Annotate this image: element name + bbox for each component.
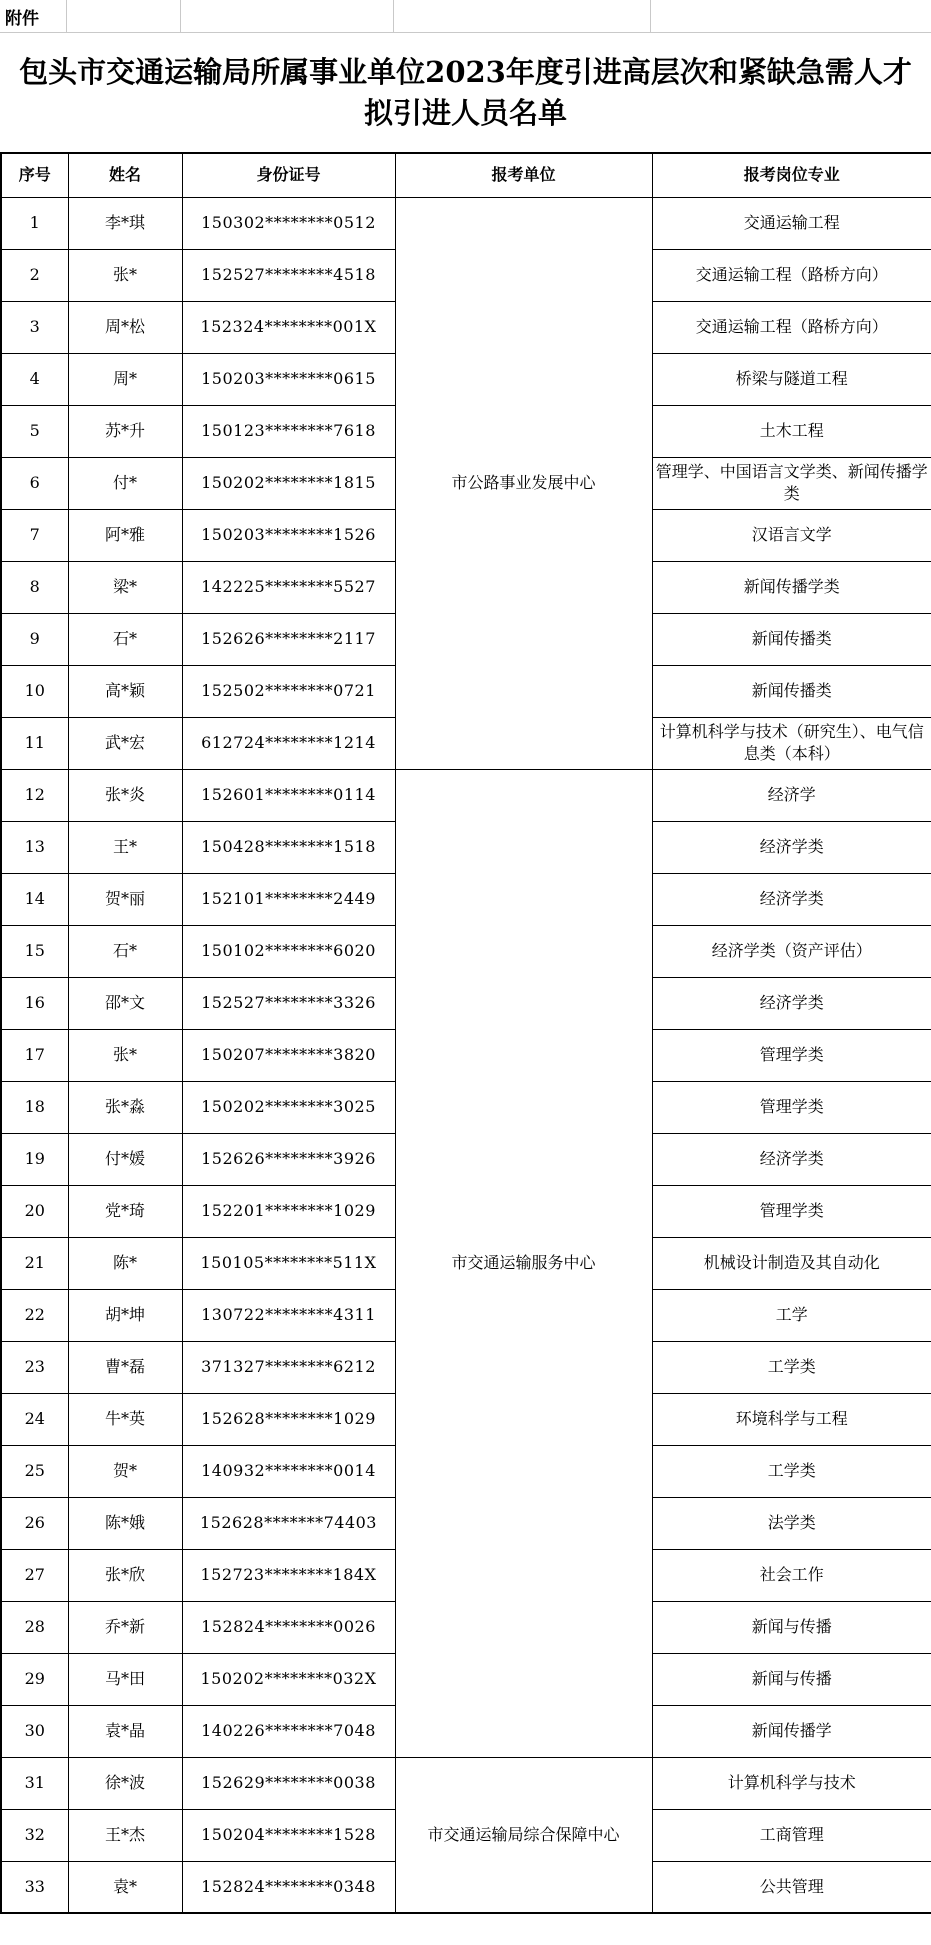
cell-major: 土木工程 xyxy=(652,405,931,457)
cell-major: 经济学类 xyxy=(652,1133,931,1185)
column-header-unit: 报考单位 xyxy=(395,153,652,197)
cell-name: 张* xyxy=(68,1029,182,1081)
top-grid-strip xyxy=(0,0,931,33)
cell-no: 12 xyxy=(1,769,68,821)
cell-major: 经济学类 xyxy=(652,873,931,925)
cell-major: 新闻传播类 xyxy=(652,613,931,665)
cell-id: 150428********1518 xyxy=(182,821,395,873)
cell-id: 150202********032X xyxy=(182,1653,395,1705)
header-row xyxy=(1,153,931,197)
cell-major: 新闻传播类 xyxy=(652,665,931,717)
cell-major: 交通运输工程 xyxy=(652,197,931,249)
cell-no: 18 xyxy=(1,1081,68,1133)
cell-id: 152626********2117 xyxy=(182,613,395,665)
cell-major: 交通运输工程（路桥方向） xyxy=(652,301,931,353)
empty-grid-cell xyxy=(67,0,181,32)
cell-id: 150203********1526 xyxy=(182,509,395,561)
cell-no: 24 xyxy=(1,1393,68,1445)
cell-no: 4 xyxy=(1,353,68,405)
cell-id: 150202********3025 xyxy=(182,1081,395,1133)
cell-major: 法学类 xyxy=(652,1497,931,1549)
page-title xyxy=(0,33,931,152)
cell-id: 152824********0026 xyxy=(182,1601,395,1653)
cell-id: 140226********7048 xyxy=(182,1705,395,1757)
cell-name: 张* xyxy=(68,249,182,301)
cell-no: 30 xyxy=(1,1705,68,1757)
cell-no: 1 xyxy=(1,197,68,249)
cell-name: 马*田 xyxy=(68,1653,182,1705)
cell-no: 16 xyxy=(1,977,68,1029)
cell-id: 150202********1815 xyxy=(182,457,395,509)
cell-id: 152723********184X xyxy=(182,1549,395,1601)
cell-id: 152629********0038 xyxy=(182,1757,395,1809)
cell-name: 王* xyxy=(68,821,182,873)
cell-id: 371327********6212 xyxy=(182,1341,395,1393)
cell-name: 乔*新 xyxy=(68,1601,182,1653)
cell-major: 交通运输工程（路桥方向） xyxy=(652,249,931,301)
personnel-table xyxy=(0,152,931,1914)
cell-name: 胡*坤 xyxy=(68,1289,182,1341)
column-header-name: 姓名 xyxy=(68,153,182,197)
cell-name: 李*琪 xyxy=(68,197,182,249)
cell-major: 工学类 xyxy=(652,1445,931,1497)
cell-name: 徐*波 xyxy=(68,1757,182,1809)
cell-id: 140932********0014 xyxy=(182,1445,395,1497)
cell-id: 150207********3820 xyxy=(182,1029,395,1081)
cell-name: 贺* xyxy=(68,1445,182,1497)
cell-no: 13 xyxy=(1,821,68,873)
cell-name: 石* xyxy=(68,925,182,977)
cell-major: 机械设计制造及其自动化 xyxy=(652,1237,931,1289)
cell-no: 14 xyxy=(1,873,68,925)
cell-no: 3 xyxy=(1,301,68,353)
cell-major: 工学类 xyxy=(652,1341,931,1393)
cell-major: 桥梁与隧道工程 xyxy=(652,353,931,405)
cell-major: 新闻传播学类 xyxy=(652,561,931,613)
cell-no: 27 xyxy=(1,1549,68,1601)
cell-id: 612724********1214 xyxy=(182,717,395,769)
table-row xyxy=(1,769,931,821)
cell-major: 计算机科学与技术（研究生）、电气信息类（本科） xyxy=(652,717,931,769)
cell-no: 29 xyxy=(1,1653,68,1705)
cell-name: 陈* xyxy=(68,1237,182,1289)
cell-name: 石* xyxy=(68,613,182,665)
cell-id: 152527********4518 xyxy=(182,249,395,301)
page-title-line-1: 包头市交通运输局所属事业单位2023年度引进高层次和紧缺急需人才 xyxy=(19,54,912,89)
cell-no: 31 xyxy=(1,1757,68,1809)
cell-id: 152101********2449 xyxy=(182,873,395,925)
cell-no: 2 xyxy=(1,249,68,301)
column-header-id: 身份证号 xyxy=(182,153,395,197)
table-row xyxy=(1,1757,931,1809)
cell-name: 贺*丽 xyxy=(68,873,182,925)
empty-grid-cell xyxy=(651,0,931,32)
cell-major: 汉语言文学 xyxy=(652,509,931,561)
cell-name: 王*杰 xyxy=(68,1809,182,1861)
cell-name: 牛*英 xyxy=(68,1393,182,1445)
cell-major: 经济学 xyxy=(652,769,931,821)
cell-unit: 市交通运输局综合保障中心 xyxy=(395,1757,652,1913)
cell-name: 周*松 xyxy=(68,301,182,353)
cell-major: 管理学类 xyxy=(652,1081,931,1133)
cell-major: 工学 xyxy=(652,1289,931,1341)
cell-name: 陈*娥 xyxy=(68,1497,182,1549)
cell-no: 25 xyxy=(1,1445,68,1497)
cell-major: 工商管理 xyxy=(652,1809,931,1861)
cell-name: 周* xyxy=(68,353,182,405)
cell-name: 袁*晶 xyxy=(68,1705,182,1757)
cell-no: 15 xyxy=(1,925,68,977)
cell-name: 张*炎 xyxy=(68,769,182,821)
cell-name: 张*欣 xyxy=(68,1549,182,1601)
cell-major: 管理学类 xyxy=(652,1029,931,1081)
cell-major: 管理学类 xyxy=(652,1185,931,1237)
cell-no: 26 xyxy=(1,1497,68,1549)
cell-major: 新闻与传播 xyxy=(652,1601,931,1653)
cell-id: 152324********001X xyxy=(182,301,395,353)
cell-name: 付*媛 xyxy=(68,1133,182,1185)
cell-no: 9 xyxy=(1,613,68,665)
empty-grid-cell xyxy=(394,0,651,32)
cell-major: 经济学类 xyxy=(652,821,931,873)
cell-name: 邵*文 xyxy=(68,977,182,1029)
cell-no: 33 xyxy=(1,1861,68,1913)
cell-no: 32 xyxy=(1,1809,68,1861)
cell-name: 高*颖 xyxy=(68,665,182,717)
cell-id: 142225********5527 xyxy=(182,561,395,613)
cell-name: 党*琦 xyxy=(68,1185,182,1237)
cell-no: 28 xyxy=(1,1601,68,1653)
cell-name: 武*宏 xyxy=(68,717,182,769)
cell-no: 6 xyxy=(1,457,68,509)
cell-id: 130722********4311 xyxy=(182,1289,395,1341)
cell-name: 袁* xyxy=(68,1861,182,1913)
cell-name: 曹*磊 xyxy=(68,1341,182,1393)
attachment-label: 附件 xyxy=(0,0,67,32)
cell-no: 7 xyxy=(1,509,68,561)
cell-no: 22 xyxy=(1,1289,68,1341)
cell-no: 21 xyxy=(1,1237,68,1289)
cell-id: 150302********0512 xyxy=(182,197,395,249)
cell-name: 张*淼 xyxy=(68,1081,182,1133)
cell-id: 152628********1029 xyxy=(182,1393,395,1445)
cell-id: 152626********3926 xyxy=(182,1133,395,1185)
column-header-major: 报考岗位专业 xyxy=(652,153,931,197)
column-header-no: 序号 xyxy=(1,153,68,197)
cell-id: 152201********1029 xyxy=(182,1185,395,1237)
cell-major: 公共管理 xyxy=(652,1861,931,1913)
cell-major: 管理学、中国语言文学类、新闻传播学类 xyxy=(652,457,931,509)
cell-name: 苏*升 xyxy=(68,405,182,457)
empty-grid-cell xyxy=(181,0,394,32)
cell-major: 计算机科学与技术 xyxy=(652,1757,931,1809)
cell-no: 17 xyxy=(1,1029,68,1081)
page-title-line-2: 拟引进人员名单 xyxy=(363,95,567,130)
cell-major: 社会工作 xyxy=(652,1549,931,1601)
cell-major: 环境科学与工程 xyxy=(652,1393,931,1445)
cell-id: 150204********1528 xyxy=(182,1809,395,1861)
cell-no: 8 xyxy=(1,561,68,613)
cell-id: 150102********6020 xyxy=(182,925,395,977)
table-header xyxy=(1,153,931,197)
cell-id: 152527********3326 xyxy=(182,977,395,1029)
cell-name: 付* xyxy=(68,457,182,509)
cell-major: 经济学类（资产评估） xyxy=(652,925,931,977)
cell-major: 新闻传播学 xyxy=(652,1705,931,1757)
cell-id: 152628*******74403 xyxy=(182,1497,395,1549)
cell-id: 152824********0348 xyxy=(182,1861,395,1913)
cell-id: 150203********0615 xyxy=(182,353,395,405)
cell-id: 152502********0721 xyxy=(182,665,395,717)
cell-no: 19 xyxy=(1,1133,68,1185)
cell-no: 23 xyxy=(1,1341,68,1393)
cell-id: 150105********511X xyxy=(182,1237,395,1289)
cell-id: 152601********0114 xyxy=(182,769,395,821)
table-row xyxy=(1,197,931,249)
cell-no: 11 xyxy=(1,717,68,769)
cell-no: 20 xyxy=(1,1185,68,1237)
records-body xyxy=(1,197,931,1913)
cell-major: 经济学类 xyxy=(652,977,931,1029)
cell-id: 150123********7618 xyxy=(182,405,395,457)
cell-no: 10 xyxy=(1,665,68,717)
cell-name: 阿*雅 xyxy=(68,509,182,561)
cell-major: 新闻与传播 xyxy=(652,1653,931,1705)
cell-unit: 市公路事业发展中心 xyxy=(395,197,652,769)
cell-no: 5 xyxy=(1,405,68,457)
cell-unit: 市交通运输服务中心 xyxy=(395,769,652,1757)
cell-name: 梁* xyxy=(68,561,182,613)
